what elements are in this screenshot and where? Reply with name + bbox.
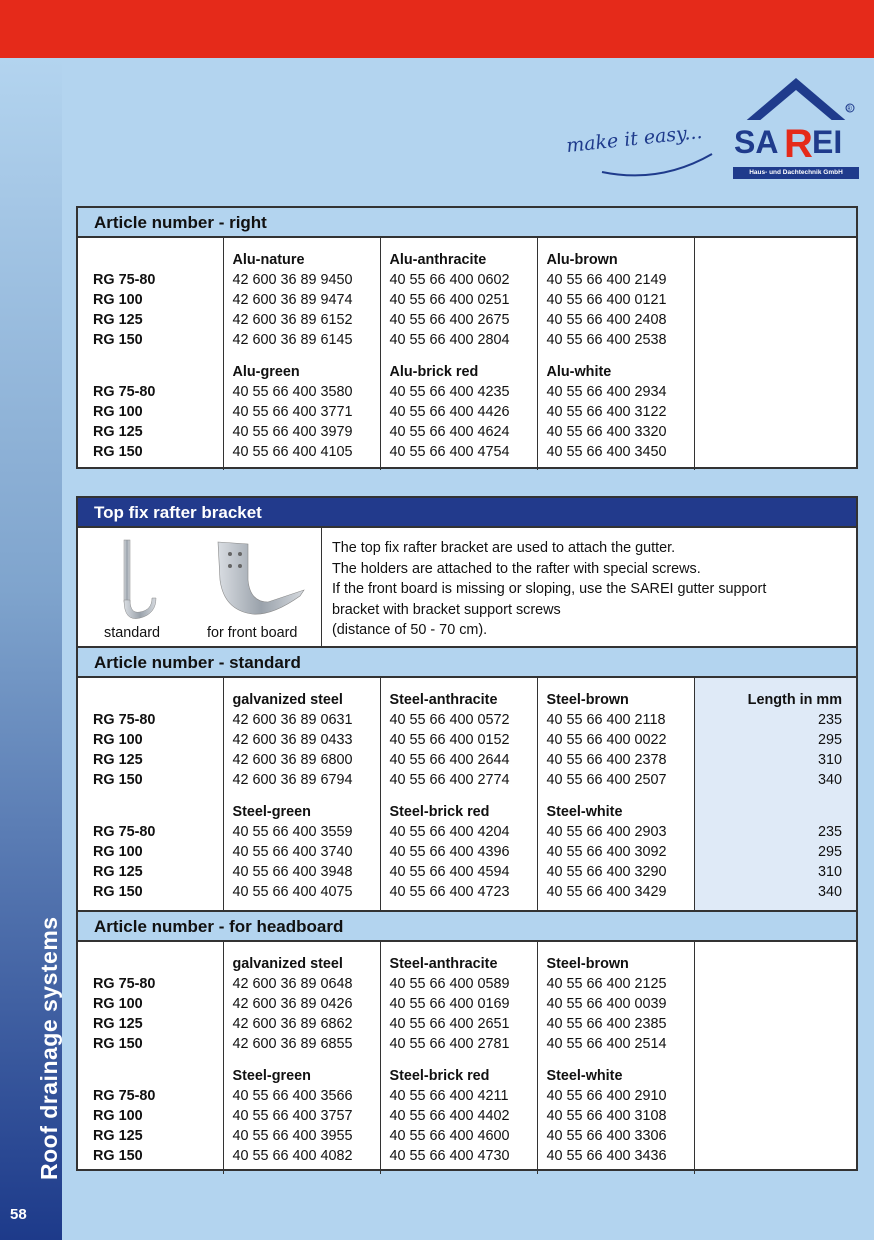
length-value: 235 bbox=[694, 710, 856, 730]
article-number: 42 600 36 89 9474 bbox=[223, 290, 380, 310]
length-value: 295 bbox=[694, 842, 856, 862]
spacer-cell bbox=[537, 942, 694, 954]
spacer-cell bbox=[694, 350, 856, 362]
registered-mark: ® bbox=[846, 104, 852, 113]
spacer-cell bbox=[223, 790, 380, 802]
article-number: 40 55 66 400 3979 bbox=[223, 422, 380, 442]
article-number: 40 55 66 400 3320 bbox=[537, 422, 694, 442]
article-number: 42 600 36 89 6152 bbox=[223, 310, 380, 330]
svg-text:SA: SA bbox=[734, 124, 779, 160]
article-number: 40 55 66 400 3948 bbox=[223, 862, 380, 882]
empty-cell bbox=[694, 1106, 856, 1126]
color-column-header: Alu-nature bbox=[223, 250, 380, 270]
table-row bbox=[78, 442, 856, 462]
size-label: RG 125 bbox=[93, 752, 143, 768]
length-header: Length in mm bbox=[694, 690, 856, 710]
spacer-cell bbox=[694, 1054, 856, 1066]
spacer-cell bbox=[380, 942, 537, 954]
article-number: 42 600 36 89 6800 bbox=[223, 750, 380, 770]
table-row bbox=[78, 1106, 856, 1126]
table-row bbox=[78, 290, 856, 310]
table-row bbox=[78, 710, 856, 730]
article-right-table bbox=[78, 238, 856, 470]
table-row bbox=[78, 770, 856, 790]
article-number: 40 55 66 400 3429 bbox=[537, 882, 694, 902]
length-value: 310 bbox=[694, 750, 856, 770]
size-header-cell bbox=[78, 954, 223, 974]
article-number: 40 55 66 400 2408 bbox=[537, 310, 694, 330]
size-label: RG 150 bbox=[93, 444, 143, 460]
article-number: 40 55 66 400 2118 bbox=[537, 710, 694, 730]
color-header-row bbox=[78, 250, 856, 270]
product-images bbox=[78, 528, 322, 648]
size-header-cell bbox=[78, 690, 223, 710]
empty-cell bbox=[694, 974, 856, 994]
spacer-cell bbox=[380, 790, 537, 802]
article-number: 40 55 66 400 4730 bbox=[380, 1146, 537, 1166]
article-number: 40 55 66 400 2910 bbox=[537, 1086, 694, 1106]
empty-cell bbox=[694, 270, 856, 290]
article-number: 40 55 66 400 3436 bbox=[537, 1146, 694, 1166]
size-label: RG 75-80 bbox=[93, 712, 156, 728]
page-number: 58 bbox=[10, 1206, 27, 1223]
article-number: 40 55 66 400 3580 bbox=[223, 382, 380, 402]
size-label: RG 125 bbox=[93, 1128, 143, 1144]
spacer-cell bbox=[223, 902, 380, 910]
table-row bbox=[78, 1146, 856, 1166]
article-number: 40 55 66 400 0152 bbox=[380, 730, 537, 750]
spacer-cell bbox=[694, 902, 856, 910]
spacer-cell bbox=[537, 790, 694, 802]
article-number: 40 55 66 400 2675 bbox=[380, 310, 537, 330]
article-number: 40 55 66 400 3450 bbox=[537, 442, 694, 462]
spacer-row bbox=[78, 462, 856, 470]
svg-text:EI: EI bbox=[812, 124, 843, 160]
article-right-box bbox=[76, 206, 858, 469]
spacer-cell bbox=[223, 1054, 380, 1066]
color-column-header: Alu-brown bbox=[537, 250, 694, 270]
length-value: 295 bbox=[694, 730, 856, 750]
article-number: 40 55 66 400 3566 bbox=[223, 1086, 380, 1106]
article-number: 40 55 66 400 3108 bbox=[537, 1106, 694, 1126]
empty-cell bbox=[694, 290, 856, 310]
article-number: 40 55 66 400 4600 bbox=[380, 1126, 537, 1146]
bracket-box bbox=[76, 496, 858, 1171]
article-headboard-table bbox=[78, 942, 856, 1174]
spacer-cell bbox=[78, 462, 223, 470]
article-number: 42 600 36 89 0433 bbox=[223, 730, 380, 750]
article-number: 40 55 66 400 3740 bbox=[223, 842, 380, 862]
bracket-title: Top fix rafter bracket bbox=[78, 498, 856, 528]
empty-cell bbox=[694, 330, 856, 350]
size-label: RG 150 bbox=[93, 1036, 143, 1052]
size-label: RG 125 bbox=[93, 424, 143, 440]
size-label: RG 125 bbox=[93, 312, 143, 328]
color-column-header: Alu-anthracite bbox=[380, 250, 537, 270]
article-number: 40 55 66 400 4396 bbox=[380, 842, 537, 862]
front-board-bracket-image bbox=[208, 540, 308, 624]
article-number: 42 600 36 89 0648 bbox=[223, 974, 380, 994]
size-label: RG 150 bbox=[93, 884, 143, 900]
article-number: 40 55 66 400 3092 bbox=[537, 842, 694, 862]
spacer-cell bbox=[380, 1054, 537, 1066]
article-number: 42 600 36 89 6855 bbox=[223, 1034, 380, 1054]
article-number: 40 55 66 400 2651 bbox=[380, 1014, 537, 1034]
article-number: 42 600 36 89 9450 bbox=[223, 270, 380, 290]
spacer-cell bbox=[223, 942, 380, 954]
color-header-row bbox=[78, 1066, 856, 1086]
spacer-row bbox=[78, 678, 856, 690]
table-row bbox=[78, 862, 856, 882]
spacer-cell bbox=[380, 1166, 537, 1174]
color-column-header: Steel-white bbox=[537, 1066, 694, 1086]
article-number: 40 55 66 400 2781 bbox=[380, 1034, 537, 1054]
article-number: 40 55 66 400 2903 bbox=[537, 822, 694, 842]
empty-cell bbox=[694, 1066, 856, 1086]
spacer-row bbox=[78, 942, 856, 954]
table-row bbox=[78, 750, 856, 770]
article-number: 40 55 66 400 0121 bbox=[537, 290, 694, 310]
description-line: (distance of 50 - 70 cm). bbox=[332, 622, 488, 638]
article-number: 40 55 66 400 4204 bbox=[380, 822, 537, 842]
table-row bbox=[78, 1126, 856, 1146]
article-number: 42 600 36 89 0426 bbox=[223, 994, 380, 1014]
empty-cell bbox=[694, 1014, 856, 1034]
spacer-row bbox=[78, 238, 856, 250]
article-number: 40 55 66 400 3757 bbox=[223, 1106, 380, 1126]
length-value: 235 bbox=[694, 822, 856, 842]
spacer-cell bbox=[694, 942, 856, 954]
size-label: RG 150 bbox=[93, 332, 143, 348]
article-number: 40 55 66 400 3306 bbox=[537, 1126, 694, 1146]
table-row bbox=[78, 730, 856, 750]
article-number: 40 55 66 400 4082 bbox=[223, 1146, 380, 1166]
table-row bbox=[78, 882, 856, 902]
size-label: RG 100 bbox=[93, 1108, 143, 1124]
spacer-cell bbox=[78, 238, 223, 250]
article-number: 40 55 66 400 2934 bbox=[537, 382, 694, 402]
spacer-cell bbox=[537, 462, 694, 470]
spacer-cell bbox=[78, 350, 223, 362]
article-standard-table bbox=[78, 678, 856, 910]
article-number: 40 55 66 400 4754 bbox=[380, 442, 537, 462]
table-row bbox=[78, 402, 856, 422]
empty-cell bbox=[694, 310, 856, 330]
description-line: The top fix rafter bracket are used to attach the gutter. bbox=[332, 540, 676, 556]
article-number: 40 55 66 400 4075 bbox=[223, 882, 380, 902]
article-number: 42 600 36 89 6862 bbox=[223, 1014, 380, 1034]
article-number: 40 55 66 400 2378 bbox=[537, 750, 694, 770]
size-header-cell bbox=[78, 250, 223, 270]
logo-subtitle: Haus- und Dachtechnik GmbH bbox=[733, 167, 859, 179]
empty-cell bbox=[694, 362, 856, 382]
spacer-cell bbox=[78, 902, 223, 910]
table-row bbox=[78, 842, 856, 862]
spacer-cell bbox=[537, 350, 694, 362]
table-row bbox=[78, 422, 856, 442]
color-header-row bbox=[78, 690, 856, 710]
empty-cell bbox=[694, 422, 856, 442]
article-number: 42 600 36 89 0631 bbox=[223, 710, 380, 730]
spacer-row bbox=[78, 902, 856, 910]
spacer-cell bbox=[78, 1166, 223, 1174]
table-row bbox=[78, 974, 856, 994]
article-number: 42 600 36 89 6794 bbox=[223, 770, 380, 790]
article-number: 40 55 66 400 0169 bbox=[380, 994, 537, 1014]
spacer-cell bbox=[223, 462, 380, 470]
color-column-header: Steel-brick red bbox=[380, 802, 537, 822]
spacer-cell bbox=[537, 1054, 694, 1066]
table-row bbox=[78, 382, 856, 402]
article-number: 40 55 66 400 4594 bbox=[380, 862, 537, 882]
spacer-cell bbox=[78, 790, 223, 802]
article-number: 40 55 66 400 0572 bbox=[380, 710, 537, 730]
size-label: RG 150 bbox=[93, 772, 143, 788]
article-number: 40 55 66 400 2385 bbox=[537, 1014, 694, 1034]
color-column-header: Steel-brown bbox=[537, 690, 694, 710]
description-line: bracket with bracket support screws bbox=[332, 601, 561, 618]
size-label: RG 125 bbox=[93, 1016, 143, 1032]
empty-cell bbox=[694, 250, 856, 270]
article-number: 40 55 66 400 2804 bbox=[380, 330, 537, 350]
article-number: 40 55 66 400 2125 bbox=[537, 974, 694, 994]
spacer-cell bbox=[380, 350, 537, 362]
spacer-cell bbox=[694, 678, 856, 690]
color-column-header: Steel-brick red bbox=[380, 1066, 537, 1086]
table-row bbox=[78, 1034, 856, 1054]
color-header-row bbox=[78, 362, 856, 382]
article-number: 40 55 66 400 3955 bbox=[223, 1126, 380, 1146]
article-number: 40 55 66 400 2774 bbox=[380, 770, 537, 790]
size-header-cell bbox=[78, 362, 223, 382]
spacer-cell bbox=[223, 238, 380, 250]
sidebar-title: Roof drainage systems bbox=[36, 916, 62, 1180]
article-number: 40 55 66 400 2514 bbox=[537, 1034, 694, 1054]
section-title-standard: Article number - standard bbox=[78, 648, 856, 678]
empty-cell bbox=[694, 442, 856, 462]
article-number: 40 55 66 400 2644 bbox=[380, 750, 537, 770]
spacer-row bbox=[78, 1054, 856, 1066]
size-label: RG 75-80 bbox=[93, 976, 156, 992]
table-row bbox=[78, 330, 856, 350]
spacer-row bbox=[78, 1166, 856, 1174]
size-label: RG 100 bbox=[93, 404, 143, 420]
spacer-cell bbox=[380, 462, 537, 470]
color-column-header: galvanized steel bbox=[223, 690, 380, 710]
empty-cell bbox=[694, 954, 856, 974]
svg-text:R: R bbox=[784, 122, 813, 161]
article-number: 40 55 66 400 2538 bbox=[537, 330, 694, 350]
spacer-cell bbox=[380, 238, 537, 250]
spacer-cell bbox=[694, 462, 856, 470]
size-label: RG 75-80 bbox=[93, 1088, 156, 1104]
top-red-bar bbox=[0, 0, 874, 58]
article-number: 40 55 66 400 4723 bbox=[380, 882, 537, 902]
article-number: 42 600 36 89 6145 bbox=[223, 330, 380, 350]
empty-cell bbox=[694, 1034, 856, 1054]
length-value: 340 bbox=[694, 882, 856, 902]
article-number: 40 55 66 400 2149 bbox=[537, 270, 694, 290]
section-title-right: Article number - right bbox=[78, 208, 856, 238]
spacer-cell bbox=[537, 902, 694, 910]
article-number: 40 55 66 400 4105 bbox=[223, 442, 380, 462]
article-number: 40 55 66 400 4624 bbox=[380, 422, 537, 442]
article-number: 40 55 66 400 0602 bbox=[380, 270, 537, 290]
empty-cell bbox=[694, 1146, 856, 1166]
article-number: 40 55 66 400 4235 bbox=[380, 382, 537, 402]
bracket-description-row bbox=[78, 528, 856, 648]
table-row bbox=[78, 1086, 856, 1106]
color-column-header: Steel-anthracite bbox=[380, 954, 537, 974]
spacer-cell bbox=[537, 678, 694, 690]
size-label: RG 75-80 bbox=[93, 384, 156, 400]
section-title-headboard: Article number - for headboard bbox=[78, 912, 856, 942]
table-row bbox=[78, 1014, 856, 1034]
spacer-cell bbox=[380, 678, 537, 690]
product-label-standard: standard bbox=[104, 625, 161, 641]
spacer-cell bbox=[78, 942, 223, 954]
spacer-cell bbox=[694, 1166, 856, 1174]
color-column-header: galvanized steel bbox=[223, 954, 380, 974]
empty-cell bbox=[694, 994, 856, 1014]
size-header-cell bbox=[78, 802, 223, 822]
article-number: 40 55 66 400 0022 bbox=[537, 730, 694, 750]
empty-cell bbox=[694, 402, 856, 422]
spacer-cell bbox=[694, 790, 856, 802]
size-label: RG 100 bbox=[93, 844, 143, 860]
article-number: 40 55 66 400 4426 bbox=[380, 402, 537, 422]
size-label: RG 125 bbox=[93, 864, 143, 880]
empty-cell bbox=[694, 382, 856, 402]
spacer-cell bbox=[537, 1166, 694, 1174]
color-column-header: Steel-green bbox=[223, 802, 380, 822]
size-label: RG 75-80 bbox=[93, 272, 156, 288]
spacer-row bbox=[78, 350, 856, 362]
table-row bbox=[78, 994, 856, 1014]
article-number: 40 55 66 400 4211 bbox=[380, 1086, 537, 1106]
swoosh-graphic bbox=[600, 150, 720, 180]
color-column-header: Alu-white bbox=[537, 362, 694, 382]
article-number: 40 55 66 400 0039 bbox=[537, 994, 694, 1014]
table-row bbox=[78, 310, 856, 330]
size-label: RG 150 bbox=[93, 1148, 143, 1164]
length-value: 310 bbox=[694, 862, 856, 882]
article-number: 40 55 66 400 3290 bbox=[537, 862, 694, 882]
spacer-cell bbox=[78, 678, 223, 690]
table-row bbox=[78, 270, 856, 290]
size-header-cell bbox=[78, 1066, 223, 1086]
spacer-cell bbox=[223, 350, 380, 362]
length-value: 340 bbox=[694, 770, 856, 790]
color-column-header: Alu-brick red bbox=[380, 362, 537, 382]
spacer-cell bbox=[537, 238, 694, 250]
color-column-header: Steel-anthracite bbox=[380, 690, 537, 710]
article-number: 40 55 66 400 3559 bbox=[223, 822, 380, 842]
description-line: If the front board is missing or sloping, use the SAREI gutter support bbox=[332, 581, 767, 597]
article-number: 40 55 66 400 4402 bbox=[380, 1106, 537, 1126]
standard-table-band bbox=[78, 678, 856, 912]
color-column-header: Steel-green bbox=[223, 1066, 380, 1086]
slogan: make it easy... bbox=[565, 120, 704, 158]
size-label: RG 100 bbox=[93, 732, 143, 748]
description-line: The holders are attached to the rafter with special screws. bbox=[332, 560, 701, 577]
spacer-cell bbox=[223, 678, 380, 690]
product-label-front-board: for front board bbox=[207, 625, 298, 641]
size-label: RG 100 bbox=[93, 996, 143, 1012]
article-number: 40 55 66 400 0251 bbox=[380, 290, 537, 310]
empty-cell bbox=[694, 1126, 856, 1146]
color-header-row bbox=[78, 802, 856, 822]
spacer-cell bbox=[78, 1054, 223, 1066]
spacer-cell bbox=[380, 902, 537, 910]
logo-wordmark bbox=[732, 121, 860, 161]
size-label: RG 100 bbox=[93, 292, 143, 308]
spacer-cell bbox=[694, 238, 856, 250]
bracket-description bbox=[332, 538, 766, 641]
spacer-cell bbox=[223, 1166, 380, 1174]
table-row bbox=[78, 822, 856, 842]
empty-cell bbox=[694, 1086, 856, 1106]
article-number: 40 55 66 400 2507 bbox=[537, 770, 694, 790]
article-number: 40 55 66 400 3122 bbox=[537, 402, 694, 422]
article-number: 40 55 66 400 0589 bbox=[380, 974, 537, 994]
color-column-header: Steel-white bbox=[537, 802, 694, 822]
color-column-header: Alu-green bbox=[223, 362, 380, 382]
color-header-row bbox=[78, 954, 856, 974]
spacer-row bbox=[78, 790, 856, 802]
color-column-header: Steel-brown bbox=[537, 954, 694, 974]
article-number: 40 55 66 400 3771 bbox=[223, 402, 380, 422]
standard-bracket-image bbox=[106, 538, 166, 626]
size-label: RG 75-80 bbox=[93, 824, 156, 840]
empty-cell bbox=[694, 802, 856, 822]
